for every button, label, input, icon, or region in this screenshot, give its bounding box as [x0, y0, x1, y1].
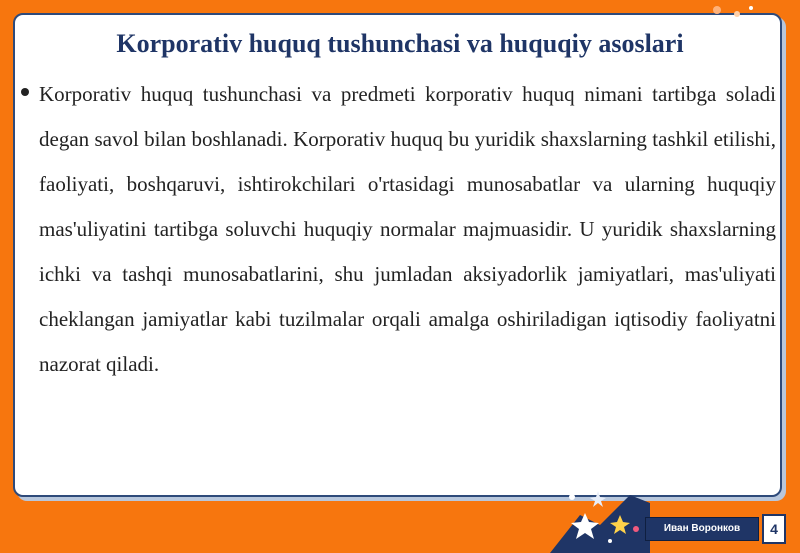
page-number: 4	[762, 514, 786, 544]
sparkle-dot	[608, 539, 612, 543]
sparkle-dot	[713, 6, 721, 14]
author-label: Иван Воронков	[645, 517, 759, 541]
star-icon	[590, 491, 606, 507]
bullet-icon	[21, 88, 29, 96]
sparkle-dot	[734, 11, 740, 17]
slide-title: Korporativ huquq tushunchasi va huquqiy asoslari	[116, 29, 684, 58]
sparkle-decoration-top	[705, 0, 765, 22]
bullet-text: Korporativ huquq tushunchasi va predmeti korporativ huquq nimani tartibga soladi degan savol bilan boshlanadi. Korporativ huquq bu yuridik shaxslarning tashkil etilishi, faoliyati, boshqaruvi, ishtirokchilari o'rtasidagi munosabatlar va ularning huquqiy mas'uliyatini tartibga soluvchi huquqiy normalar majmuasidir. U yuridik shaxslarning ichki va tashqi munosabatlarini, shu jumladan aksiyadorlik jamiyatlari, mas'uliyati cheklangan jamiyatlar kabi tuzilmalar orqali amalga oshiriladigan iqtisodiy faoliyatni nazorat qiladi.	[39, 82, 776, 376]
sparkle-dot	[749, 6, 753, 10]
sparkle-dot	[569, 494, 575, 500]
sparkle-dot	[633, 526, 639, 532]
stars-decoration	[540, 485, 650, 553]
